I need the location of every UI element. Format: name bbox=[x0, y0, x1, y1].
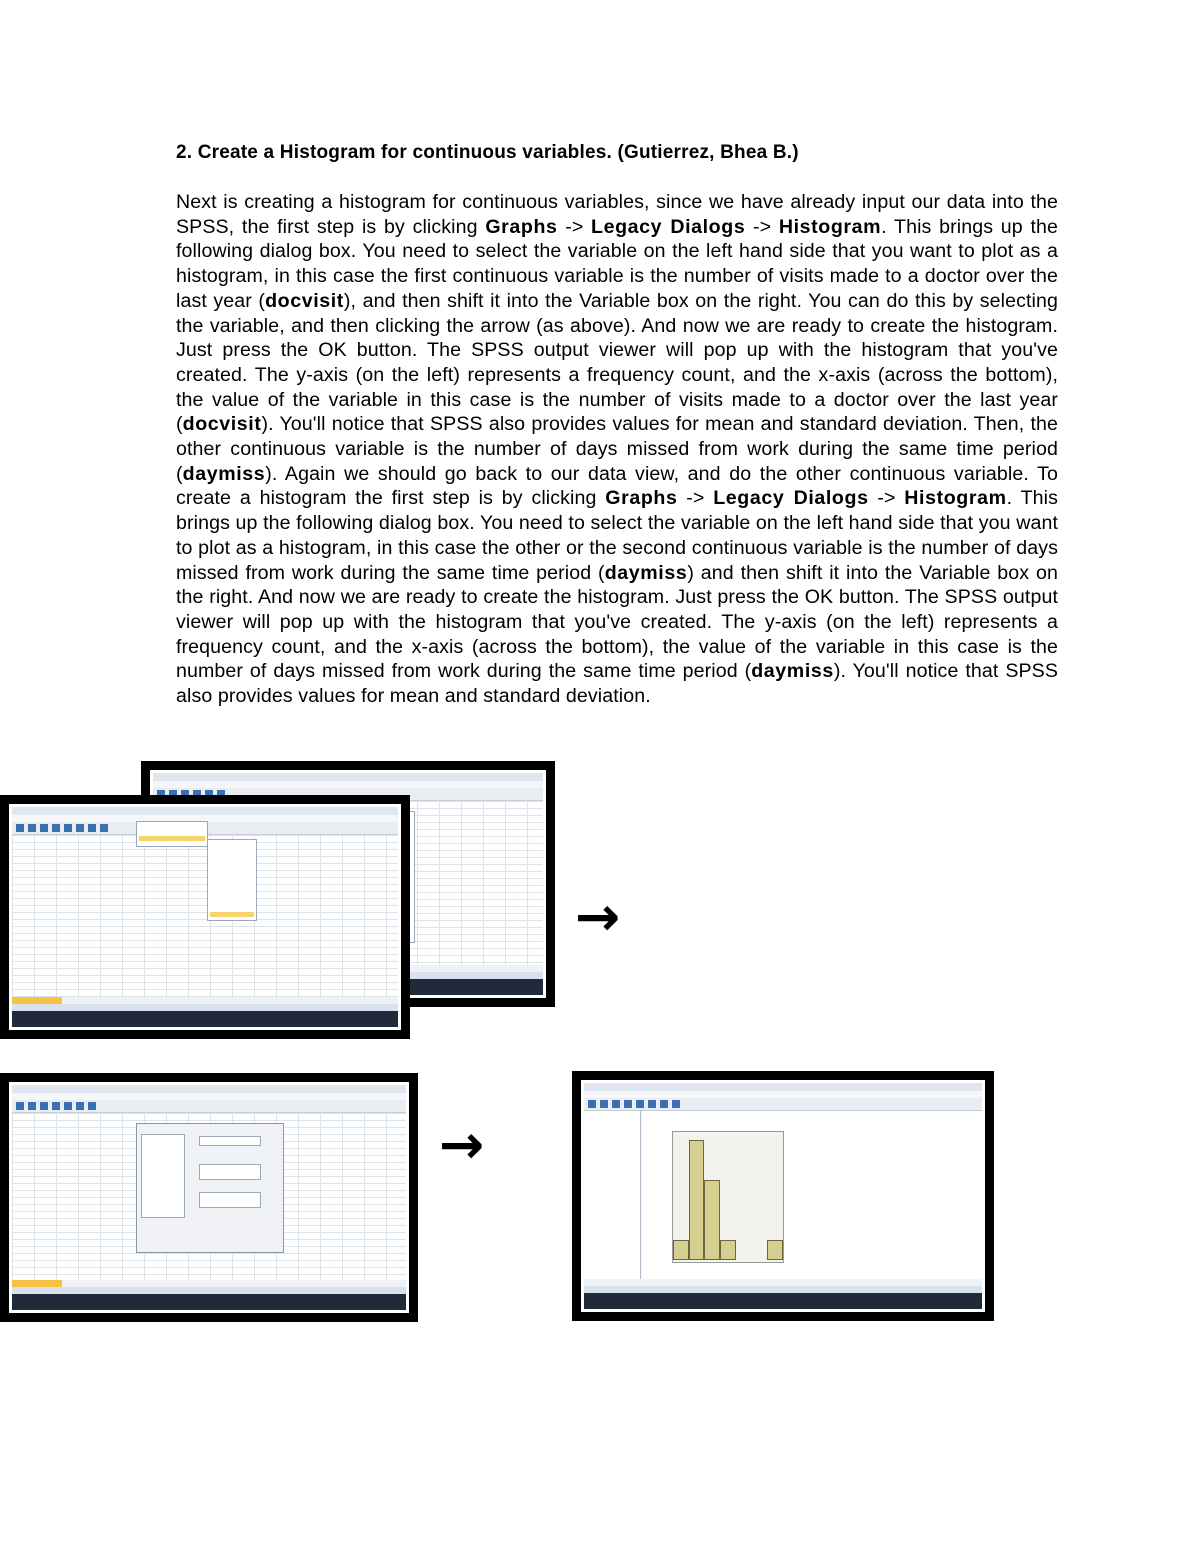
bold-term: Graphs bbox=[605, 487, 678, 510]
screenshot-histogram-dialog bbox=[0, 1073, 418, 1322]
screenshot-output-viewer bbox=[572, 1071, 994, 1321]
bold-term: docvisit bbox=[265, 289, 344, 312]
bold-term: Legacy Dialogs bbox=[713, 487, 869, 510]
bold-term: daymiss bbox=[604, 561, 688, 584]
histogram-chart bbox=[672, 1131, 784, 1263]
arrow-right-icon: → bbox=[575, 885, 621, 948]
bold-term: Legacy Dialogs bbox=[591, 215, 746, 238]
histogram-bar bbox=[720, 1240, 736, 1260]
histogram-bar bbox=[689, 1140, 705, 1260]
bold-term: daymiss bbox=[751, 660, 834, 683]
histogram-bar bbox=[767, 1240, 783, 1260]
bold-term: Graphs bbox=[485, 215, 558, 238]
bold-term: Histogram bbox=[778, 215, 882, 238]
arrow-right-icon-2: → bbox=[439, 1113, 485, 1176]
histogram-bar bbox=[673, 1240, 689, 1260]
bold-term: daymiss bbox=[182, 462, 266, 485]
screenshot-graphs-menu-front bbox=[0, 795, 410, 1039]
bold-term: docvisit bbox=[182, 413, 262, 436]
section-heading: 2. Create a Histogram for continuous variables. (Gutierrez, Bhea B.) bbox=[176, 142, 799, 163]
histogram-bar bbox=[704, 1180, 720, 1260]
bold-term: Histogram bbox=[904, 487, 1007, 510]
body-paragraph: Next is creating a histogram for continuous variables, since we have already input our data into the SPSS, the first step is by clicking Graphs -> Legacy Dialogs -> Histogram. This brings up the following dialog box. You need to select the variable on the left hand side that you want to plot as a histogram, in this case the first continuous variable is the number of visits made to a doctor over the last year (docvisit), and then shift it into the Variable box on the right. You can do this by selecting the variable, and then clicking the arrow (as above). And now we are ready to create the histogram. Just press the OK button. The SPSS output viewer will pop up with the histogram that you've created. The y-axis (on the left) represents a frequency count, and the x-axis (across the bottom), the value of the variable in this case is the number of visits made to a doctor over the last year (docvisit). You'll notice that SPSS also provides values for mean and standard deviation. Then, the other continuous variable is the number of days missed from work during the same time period (daymiss). Again we should go back to our data view, and do the other continuous variable. To create a histogram the first step is by clicking Graphs -> Legacy Dialogs -> Histogram. This brings up the following dialog box. You need to select the variable on the left hand side that you want to plot as a histogram, in this case the other or the second continuous variable is the number of days missed from work during the same time period (daymiss) and then shift it into the Variable box on the right. And now we are ready to create the histogram. Just press the OK button. The SPSS output viewer will pop up with the histogram that you've created. The y-axis (on the left) represents a frequency count, and the x-axis (across the bottom), the value of the variable in this case is the number of days missed from work during the same time period (daymiss). You'll notice that SPSS also provides values for mean and standard deviation. bbox=[176, 191, 1059, 708]
